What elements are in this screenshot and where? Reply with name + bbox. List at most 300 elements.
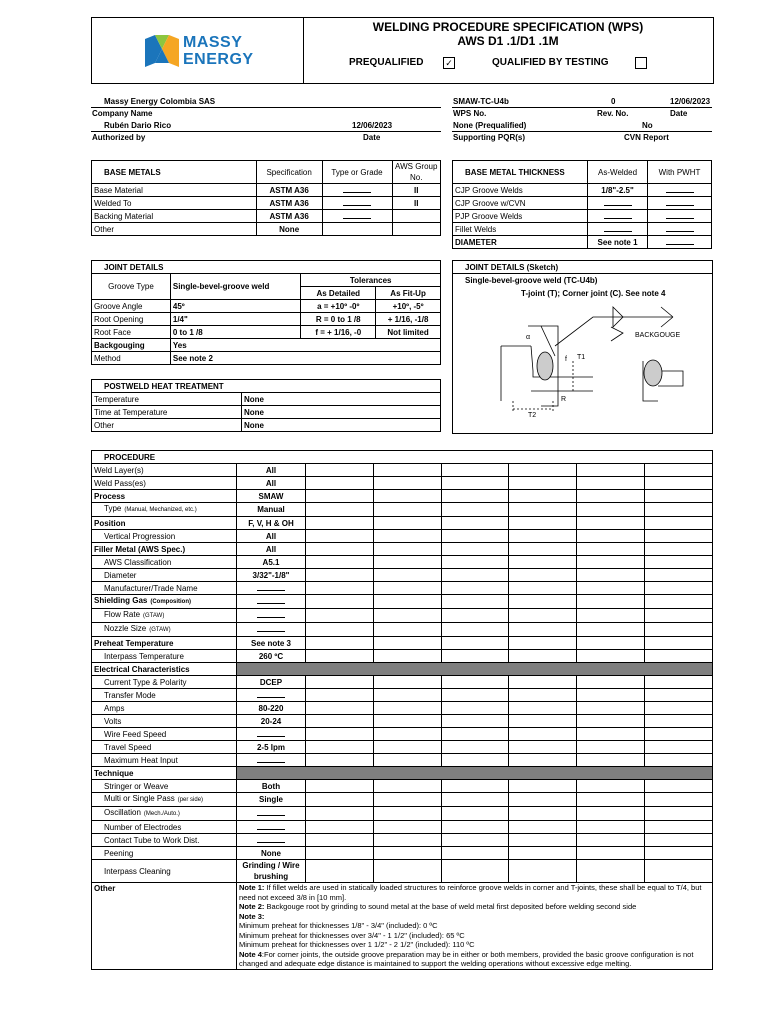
procedure-row-label	[92, 767, 237, 780]
procedure-label-text: Filler Metal (AWS Spec.)	[94, 544, 186, 554]
procedure-row-value	[237, 595, 306, 609]
procedure-empty-cell	[306, 477, 374, 490]
procedure-empty-cell	[645, 741, 713, 754]
supporting-label: Supporting PQR(s)	[453, 133, 525, 142]
procedure-empty-cell	[577, 793, 645, 807]
procedure-label-text: Contact Tube to Work Dist.	[104, 835, 200, 845]
procedure-label-text: Peening	[104, 848, 134, 858]
base-material-label: Base Material	[92, 184, 257, 197]
procedure-empty-cell	[645, 623, 713, 637]
procedure-empty-cell	[441, 676, 509, 689]
procedure-empty-cell	[373, 702, 441, 715]
procedure-row-label	[92, 689, 237, 702]
procedure-label-sub: (Manual, Mechanized, etc.)	[124, 507, 197, 513]
supporting-underline	[452, 131, 712, 132]
procedure-empty-cell	[577, 637, 645, 650]
procedure-row-value: Single	[237, 793, 306, 807]
procedure-empty-cell	[373, 543, 441, 556]
procedure-empty-cell	[577, 609, 645, 623]
procedure-empty-cell	[373, 728, 441, 741]
blank-line	[257, 836, 285, 843]
procedure-empty-cell	[441, 543, 509, 556]
procedure-row	[92, 609, 713, 623]
procedure-empty-cell	[509, 543, 577, 556]
sketch-t1-label: T1	[577, 354, 586, 361]
procedure-empty-cell	[645, 517, 713, 530]
procedure-empty-cell	[441, 503, 509, 517]
procedure-row-label	[92, 793, 237, 807]
root-face-label: Root Face	[92, 326, 171, 339]
procedure-row	[92, 715, 713, 728]
procedure-empty-cell	[577, 530, 645, 543]
spec-header: Specification	[256, 161, 322, 184]
other-metal-spec: None	[256, 223, 322, 236]
procedure-empty-cell	[645, 569, 713, 582]
authorized-underline	[91, 131, 316, 132]
procedure-empty-cell	[441, 715, 509, 728]
procedure-row-value: None	[237, 847, 306, 860]
procedure-empty-cell	[509, 754, 577, 767]
procedure-row	[92, 754, 713, 767]
procedure-empty-cell	[577, 754, 645, 767]
note-1	[239, 883, 710, 902]
procedure-row	[92, 477, 713, 490]
base-metals-table	[91, 160, 441, 236]
blank-line	[257, 730, 285, 737]
wps-label: WPS No.	[453, 109, 487, 118]
procedure-empty-cell	[509, 623, 577, 637]
note-1-text: If fillet welds are used in statically loaded structures to reinforce groove welds in corner and T-joints, these shall be equal to T/4, but need not exceed 3/8 in [10 mm].	[239, 883, 702, 902]
procedure-empty-cell	[373, 582, 441, 595]
procedure-label-text: Preheat Temperature	[94, 638, 174, 648]
groove-angle-label: Groove Angle	[92, 300, 171, 313]
procedure-row-value	[237, 623, 306, 637]
procedure-empty-cell	[441, 650, 509, 663]
procedure-other-label: Other	[92, 883, 237, 970]
root-opening-detailed: R = 0 to 1 /8	[301, 313, 376, 326]
procedure-empty-cell	[373, 860, 441, 883]
joint-sketch-panel	[452, 260, 713, 434]
procedure-empty-cell	[577, 702, 645, 715]
procedure-row-label	[92, 676, 237, 689]
pwht-other-value: None	[242, 419, 441, 432]
prequalified-label: PREQUALIFIED	[349, 57, 424, 68]
prequalified-checkbox[interactable]: ✓	[443, 57, 455, 69]
blank-line	[257, 611, 285, 618]
procedure-empty-cell	[373, 595, 441, 609]
procedure-row-value: All	[237, 530, 306, 543]
procedure-empty-cell	[306, 595, 374, 609]
procedure-row-label	[92, 780, 237, 793]
procedure-empty-cell	[373, 490, 441, 503]
procedure-empty-cell	[577, 464, 645, 477]
procedure-row-value: A5.1	[237, 556, 306, 569]
procedure-empty-cell	[373, 477, 441, 490]
procedure-empty-cell	[306, 821, 374, 834]
procedure-empty-cell	[373, 676, 441, 689]
authorized-label: Authorized by	[92, 133, 146, 142]
procedure-empty-cell	[645, 702, 713, 715]
procedure-empty-cell	[441, 689, 509, 702]
logo-text-massy: MASSY	[183, 34, 243, 51]
procedure-empty-cell	[373, 821, 441, 834]
note-2-text: Backgouge root by grinding to sound metal at the base of weld metal first deposited before welding second side	[264, 902, 637, 911]
procedure-empty-cell	[577, 860, 645, 883]
procedure-empty-cell	[306, 637, 374, 650]
procedure-row-label	[92, 860, 237, 883]
blank-line	[257, 625, 285, 632]
procedure-label-text: Number of Electrodes	[104, 822, 182, 832]
procedure-empty-cell	[509, 860, 577, 883]
procedure-empty-cell	[306, 464, 374, 477]
welded-to-label: Welded To	[92, 197, 257, 210]
procedure-row	[92, 517, 713, 530]
procedure-empty-cell	[373, 689, 441, 702]
procedure-row-label	[92, 702, 237, 715]
procedure-empty-cell	[306, 860, 374, 883]
procedure-empty-cell	[373, 793, 441, 807]
procedure-empty-cell	[577, 582, 645, 595]
pwht-temperature-label: Temperature	[92, 393, 242, 406]
procedure-empty-cell	[441, 754, 509, 767]
procedure-row	[92, 582, 713, 595]
procedure-row-label	[92, 503, 237, 517]
procedure-label-text: Diameter	[104, 570, 137, 580]
procedure-empty-cell	[306, 569, 374, 582]
title-line-1: WELDING PROCEDURE SPECIFICATION (WPS)	[372, 20, 644, 34]
procedure-empty-cell	[577, 556, 645, 569]
note-3-label: Note 3:	[239, 911, 265, 921]
note-3-line-1: Minimum preheat for thicknesses 1/8" - 3/4" (included): 0 ºC	[239, 921, 438, 930]
procedure-row-label	[92, 821, 237, 834]
procedure-empty-cell	[441, 728, 509, 741]
procedure-empty-cell	[441, 623, 509, 637]
as-fitup-header: As Fit-Up	[376, 287, 441, 300]
aws-group-header: AWS Group No.	[392, 161, 441, 184]
note-2	[239, 902, 710, 912]
procedure-label-text: Volts	[104, 716, 122, 726]
procedure-label-text: Process	[94, 491, 126, 501]
procedure-empty-cell	[577, 834, 645, 847]
procedure-empty-cell	[373, 517, 441, 530]
note-3-line-3: Minimum preheat for thicknesses over 1 1/2" - 2 1/2" (included): 110 ºC	[239, 940, 475, 949]
procedure-empty-cell	[509, 530, 577, 543]
procedure-empty-cell	[645, 847, 713, 860]
procedure-row	[92, 834, 713, 847]
procedure-label-text: Vertical Progression	[104, 531, 176, 541]
procedure-empty-cell	[306, 609, 374, 623]
procedure-empty-cell	[509, 477, 577, 490]
procedure-empty-cell	[645, 530, 713, 543]
procedure-label-text: Multi or Single Pass	[104, 794, 175, 803]
procedure-row	[92, 847, 713, 860]
procedure-empty-cell	[645, 650, 713, 663]
pjp-groove-pwht	[648, 210, 712, 223]
diameter-label: DIAMETER	[453, 236, 588, 249]
procedure-empty-cell	[306, 530, 374, 543]
procedure-row-label	[92, 741, 237, 754]
qualified-by-testing-checkbox[interactable]	[635, 57, 647, 69]
procedure-empty-cell	[577, 517, 645, 530]
welded-to-grade	[322, 197, 392, 210]
blank-line	[257, 809, 285, 816]
procedure-label-text: Current Type & Polarity	[104, 677, 187, 687]
procedure-empty-cell	[306, 503, 374, 517]
backgouging-value: Yes	[170, 339, 440, 352]
procedure-row-value: All	[237, 543, 306, 556]
procedure-row-label	[92, 847, 237, 860]
procedure-empty-cell	[373, 623, 441, 637]
procedure-label-text: Interpass Cleaning	[104, 866, 171, 876]
procedure-empty-cell	[509, 834, 577, 847]
date-label-right: Date	[670, 109, 688, 118]
procedure-row-value: SMAW	[237, 490, 306, 503]
as-welded-header: As-Welded	[588, 161, 648, 184]
procedure-empty-cell	[645, 754, 713, 767]
procedure-empty-cell	[306, 623, 374, 637]
procedure-empty-cell	[373, 715, 441, 728]
note-4	[239, 950, 710, 969]
procedure-empty-cell	[441, 595, 509, 609]
procedure-row-value: F, V, H & OH	[237, 517, 306, 530]
procedure-row	[92, 741, 713, 754]
procedure-label-text: Travel Speed	[104, 742, 152, 752]
procedure-empty-cell	[373, 847, 441, 860]
cjp-groove-pwht	[648, 184, 712, 197]
method-value: See note 2	[170, 352, 440, 365]
sketch-t2-label: T2	[528, 412, 537, 419]
procedure-empty-cell	[645, 503, 713, 517]
procedure-empty-cell	[645, 860, 713, 883]
procedure-row-value	[237, 754, 306, 767]
procedure-empty-cell	[373, 807, 441, 821]
cjp-cvn-label: CJP Groove w/CVN	[453, 197, 588, 210]
procedure-empty-cell	[441, 860, 509, 883]
joint-details-table	[91, 260, 441, 365]
procedure-empty-cell	[306, 650, 374, 663]
procedure-label-text: Maximum Heat Input	[104, 755, 178, 765]
procedure-empty-cell	[577, 650, 645, 663]
procedure-empty-cell	[577, 741, 645, 754]
procedure-empty-cell	[306, 702, 374, 715]
procedure-empty-cell	[306, 490, 374, 503]
procedure-row-value	[237, 834, 306, 847]
joint-details-title: JOINT DETAILS	[92, 261, 441, 274]
root-opening-label: Root Opening	[92, 313, 171, 326]
note-1-label: Note 1:	[239, 883, 265, 892]
procedure-empty-cell	[577, 847, 645, 860]
procedure-row	[92, 490, 713, 503]
procedure-empty-cell	[373, 754, 441, 767]
date-underline	[316, 131, 441, 132]
procedure-empty-cell	[577, 715, 645, 728]
procedure-empty-cell	[306, 741, 374, 754]
procedure-empty-cell	[373, 650, 441, 663]
fillet-welds-value	[588, 223, 648, 236]
procedure-row-value: All	[237, 477, 306, 490]
procedure-empty-cell	[373, 530, 441, 543]
procedure-empty-cell	[441, 637, 509, 650]
procedure-row	[92, 556, 713, 569]
procedure-row-label	[92, 517, 237, 530]
company-underline	[91, 107, 441, 108]
procedure-section-bar	[237, 767, 713, 780]
with-pwht-header: With PWHT	[648, 161, 712, 184]
thickness-header: BASE METAL THICKNESS	[453, 161, 588, 184]
procedure-empty-cell	[306, 780, 374, 793]
procedure-empty-cell	[306, 543, 374, 556]
as-detailed-header: As Detailed	[301, 287, 376, 300]
procedure-empty-cell	[509, 847, 577, 860]
rev-value: 0	[611, 97, 616, 106]
diameter-value: See note 1	[588, 236, 648, 249]
procedure-empty-cell	[645, 595, 713, 609]
procedure-row-value: Both	[237, 780, 306, 793]
procedure-empty-cell	[577, 780, 645, 793]
procedure-label-sub: (Mech./Auto.)	[143, 811, 180, 817]
pwht-title: POSTWELD HEAT TREATMENT	[92, 380, 441, 393]
procedure-empty-cell	[509, 689, 577, 702]
rev-label: Rev. No.	[597, 109, 629, 118]
procedure-empty-cell	[306, 754, 374, 767]
cjp-cvn-value	[588, 197, 648, 210]
procedure-empty-cell	[509, 780, 577, 793]
procedure-row	[92, 676, 713, 689]
root-opening-value: 1/4"	[170, 313, 300, 326]
authorized-date-label: Date	[363, 133, 381, 142]
procedure-empty-cell	[306, 807, 374, 821]
procedure-other-row	[92, 883, 713, 970]
procedure-label-sub: (Composition)	[150, 599, 192, 605]
procedure-row-value: 2-5 Ipm	[237, 741, 306, 754]
backing-grade	[322, 210, 392, 223]
note-3	[239, 912, 710, 922]
diameter-pwht	[648, 236, 712, 249]
pwht-time-label: Time at Temperature	[92, 406, 242, 419]
blank-line	[257, 823, 285, 830]
procedure-row-value: DCEP	[237, 676, 306, 689]
procedure-empty-cell	[645, 582, 713, 595]
cjp-cvn-pwht	[648, 197, 712, 210]
blank-line	[257, 756, 285, 763]
groove-type-label: Groove Type	[92, 274, 171, 300]
procedure-empty-cell	[645, 821, 713, 834]
groove-angle-value: 45º	[170, 300, 300, 313]
procedure-empty-cell	[441, 702, 509, 715]
note-4-label: Note 4	[239, 949, 262, 959]
note-3-line-2: Minimum preheat for thicknesses over 3/4" - 1 1/2" (included): 65 ºC	[239, 930, 465, 940]
procedure-empty-cell	[441, 807, 509, 821]
procedure-empty-cell	[441, 609, 509, 623]
procedure-empty-cell	[441, 569, 509, 582]
procedure-row	[92, 623, 713, 637]
root-opening-fitup: + 1/16, -1/8	[376, 313, 441, 326]
pwht-other-label: Other	[92, 419, 242, 432]
procedure-empty-cell	[509, 517, 577, 530]
base-material-grade	[322, 184, 392, 197]
blank-line	[257, 691, 285, 698]
company-name-label: Company Name	[92, 109, 153, 118]
backing-group	[392, 210, 441, 223]
procedure-row-value	[237, 807, 306, 821]
procedure-empty-cell	[373, 569, 441, 582]
root-face-value: 0 to 1 /8	[170, 326, 300, 339]
procedure-label-text: Nozzle Size	[104, 624, 147, 633]
procedure-label-text: Weld Layer(s)	[94, 465, 144, 475]
logo-area	[92, 18, 304, 83]
procedure-empty-cell	[509, 650, 577, 663]
title-line-2: AWS D1 .1/D1 .1M	[457, 34, 559, 48]
backing-label: Backing Material	[92, 210, 257, 223]
procedure-section-bar	[237, 663, 713, 676]
procedure-empty-cell	[373, 464, 441, 477]
procedure-empty-cell	[509, 503, 577, 517]
wps-underline	[452, 107, 712, 108]
wps-value: SMAW-TC-U4b	[453, 97, 509, 106]
method-label: Method	[92, 352, 171, 365]
procedure-empty-cell	[441, 821, 509, 834]
procedure-label-sub: (per side)	[177, 797, 204, 803]
procedure-empty-cell	[645, 834, 713, 847]
procedure-empty-cell	[441, 793, 509, 807]
procedure-empty-cell	[306, 715, 374, 728]
procedure-row-value	[237, 689, 306, 702]
pwht-table	[91, 379, 441, 432]
procedure-empty-cell	[373, 556, 441, 569]
procedure-label-text: Type	[104, 504, 122, 513]
procedure-empty-cell	[306, 556, 374, 569]
procedure-row	[92, 595, 713, 609]
notes-cell	[237, 883, 713, 970]
procedure-row-label	[92, 754, 237, 767]
date-value: 12/06/2023	[670, 97, 711, 106]
procedure-empty-cell	[441, 582, 509, 595]
procedure-empty-cell	[577, 676, 645, 689]
procedure-empty-cell	[441, 490, 509, 503]
procedure-row-value: 3/32"-1/8"	[237, 569, 306, 582]
procedure-row-label	[92, 543, 237, 556]
procedure-empty-cell	[509, 569, 577, 582]
procedure-empty-cell	[577, 623, 645, 637]
procedure-row-label	[92, 556, 237, 569]
procedure-row-value: 80-220	[237, 702, 306, 715]
procedure-row	[92, 543, 713, 556]
procedure-empty-cell	[577, 569, 645, 582]
procedure-row-value: See note 3	[237, 637, 306, 650]
procedure-empty-cell	[441, 847, 509, 860]
procedure-empty-cell	[577, 543, 645, 556]
procedure-row	[92, 637, 713, 650]
welded-to-spec: ASTM A36	[256, 197, 322, 210]
procedure-empty-cell	[306, 847, 374, 860]
procedure-row	[92, 702, 713, 715]
procedure-label-sub: (GTAW)	[149, 627, 171, 633]
procedure-label-text: Shielding Gas	[94, 596, 148, 605]
procedure-empty-cell	[441, 517, 509, 530]
procedure-row	[92, 780, 713, 793]
procedure-label-text: Electrical Characteristics	[94, 664, 190, 674]
procedure-table	[91, 450, 713, 970]
procedure-row-label	[92, 609, 237, 623]
procedure-row-label	[92, 464, 237, 477]
welded-to-group: II	[392, 197, 441, 210]
procedure-label-text: AWS Classification	[104, 557, 172, 567]
procedure-row-label	[92, 569, 237, 582]
massy-energy-logo-icon	[145, 35, 179, 67]
procedure-empty-cell	[645, 609, 713, 623]
procedure-label-text: Position	[94, 518, 126, 528]
procedure-row-label	[92, 623, 237, 637]
